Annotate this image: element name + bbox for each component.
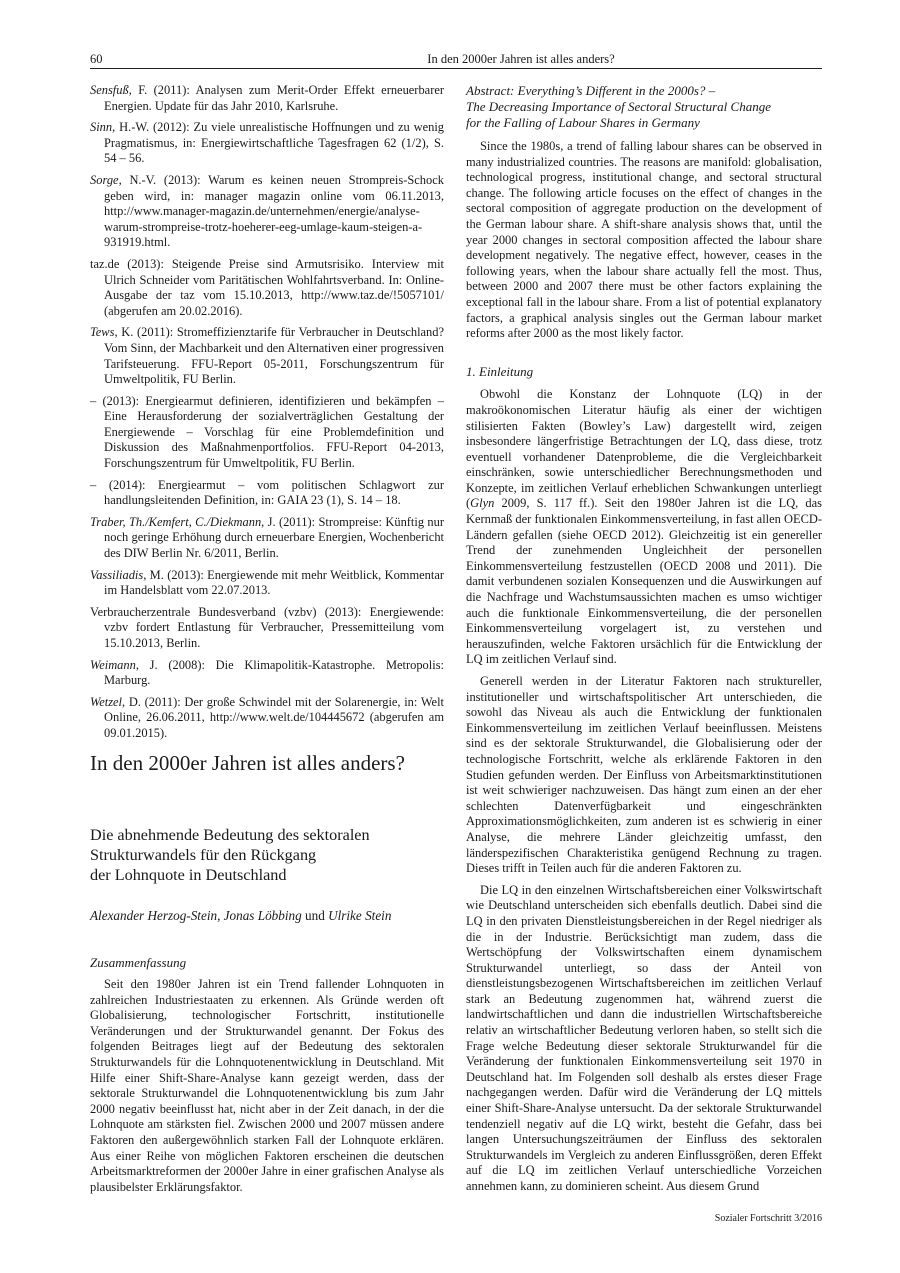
reference-text: taz.de (2013): Steigende Preise sind Armutsrisiko. Interview mit Ulrich Schneider vom Paritätischen Wohlfahrtsverband. In: Online-Ausgabe der taz vom 15.10.2013, http://www.taz.de/!5057101/ (abgerufen am 20.02.2016). — [90, 256, 444, 318]
reference-author: Traber, Th./Kemfert, C./Diekmann — [90, 514, 262, 529]
running-title: In den 2000er Jahren ist alles anders? — [427, 52, 615, 66]
reference-author: Tews — [90, 325, 115, 340]
subtitle-line: Strukturwandels für den Rückgang — [90, 845, 317, 864]
abstract-heading — [466, 83, 822, 131]
reference-entry — [90, 173, 444, 251]
journal-footer: Sozialer Fortschritt 3/2016 — [714, 1213, 822, 1224]
section-heading: 1. Einleitung — [466, 363, 534, 379]
reference-author: Weimann — [90, 657, 136, 672]
reference-entry — [90, 120, 444, 167]
paragraph — [466, 387, 822, 668]
author-name: Ulrike Stein — [328, 908, 392, 923]
reference-text: , J. (2008): Die Klimapolitik-Katastrophe. Metropolis: Marburg. — [104, 657, 444, 688]
summary-text: Seit den 1980er Jahren ist ein Trend fallender Lohnquoten in zahlreichen Industriestaaten zu erkennen. Als Gründe werden oft Globalisierung, technologischer Fortschritt, institutionelle Veränderungen und der Strukturwandel genannt. Der Fokus des folgenden Beitrages liegt auf der Bedeutung des sektoralen Strukturwandels für die Lohnquotenentwicklung in Deutschland. Mit Hilfe einer Shift-Share-Analyse kann gezeigt werden, dass der sektorale Strukturwandel die Lohnquotenentwicklung bis zum Jahr 2000 negativ beeinflusst hat, nicht aber in der Zeit danach, in der die Lohnquote am stärksten fiel. Zwischen 2000 und 2007 müssen andere Faktoren den außergewöhnlich starken Fall der Lohnquote erklären. Aus einer Reihe von möglichen Faktoren erscheinen die deutschen Arbeitsmarktreformen der 2000er Jahre in einer grafischen Analyse als plausibelster Erklärungsfaktor. — [90, 977, 444, 1194]
citation-author: Glyn — [470, 496, 495, 511]
reference-entry — [90, 695, 444, 742]
reference-entry — [90, 605, 444, 652]
reference-entry — [90, 515, 444, 562]
page-header — [90, 50, 822, 69]
reference-author: Wetzel — [90, 694, 123, 709]
reference-text: , K. (2011): Stromeffizienztarife für Verbraucher in Deutschland? Vom Sinn, der Machbarkeit und den Alternativen einer progressiven Tarifsteuerung. FFU-Report 05-2011, Forschungszentrum für Umweltpolitik, FU Berlin. — [104, 325, 444, 387]
reference-text: Verbraucherzentrale Bundesverband (vzbv) (2013): Energiewende: vzbv fordert Entlastung für Verbraucher, Pressemitteilung vom 15.10.2013, Berlin. — [90, 604, 444, 650]
reference-entry — [90, 568, 444, 599]
right-column — [466, 83, 822, 1201]
reference-text: , J. (2011): Strompreise: Künftig nur noch geringe Erhöhung durch erneuerbare Energien, Wochenbericht des DIW Berlin Nr. 6/2011, Berlin. — [104, 514, 444, 561]
paragraph-text: Obwohl die Konstanz der Lohnquote (LQ) in der makroökonomischen Literatur häufig als einer der wichtigen stilisierten Fakten (Bowley’s Law) dargestellt wird, zeigen insbesondere längerfristige Betrachtungen der LQ, dass diese, trotz eventuell vorhandener Datenprobleme, die die Vergleichbarkeit einschränken, sowie unterschiedlicher Berechnungsmethoden und Konzepte, im zeitlichen Verlauf erheblichen Schwankungen unterliegt ( — [466, 387, 822, 511]
reference-text: , H.-W. (2012): Zu viele unrealistische Hoffnungen und zu wenig Pragmatismus, in: Energiewirtschaftliche Tagesfragen 62 (1/2), S. 54 – 56. — [104, 120, 444, 166]
reference-text: , D. (2011): Der große Schwindel mit der Solarenergie, in: Welt Online, 26.06.2011, http://www.welt.de/104445672 (abgerufen am 09.01.2015). — [104, 694, 444, 740]
subtitle-line: Die abnehmende Bedeutung des sektoralen — [90, 826, 370, 844]
paragraph: Generell werden in der Literatur Faktoren nach struktureller, institutioneller und wirtschaftspolitischer Art unterschieden, die sowohl das Niveau als auch die Entwicklung der funktionalen Einkommensverteilung im zeitlichen Verlauf beeinflussen. Meistens sind es der sektorale Strukturwandel, die Globalisierung oder der technologische Fortschritt, welche als erklärende Faktoren in den Studien gefunden werden. Der Einfluss von Arbeitsmarktinstitutionen ist weit schwieriger nachzuweisen. Das hängt zum einen an der eher schlechten Datenverfügbarkeit und eingeschränkten Approximationsmöglichkeiten, zum anderen ist es schwierig in einer Analyse, die mehrere Länder gleichzeitig umfasst, den länderspezifischen Charakteristika genügend Rechnung zu tragen. Dieses trifft in Teilen auch für die anderen Faktoren zu. — [466, 674, 822, 876]
reference-entry — [90, 394, 444, 472]
reference-text: – (2014): Energiearmut – vom politischen Schlagwort zur handlungsleitenden Definition, in: GAIA 23 (1), S. 14 – 18. — [90, 477, 444, 508]
abstract-text: Since the 1980s, a trend of falling labour shares can be observed in many industrialized countries. The reasons are manifold: globalisation, technological progress, institutional change, and sectoral structural change. The following article focuses on the effect of changes in the sectoral composition of aggregate production on the development of the German labour share. A shift-share analysis shows that, until the year 2000 changes in sectoral composition affected the labour share development negatively. The negative effect, however, ceases in the following years, when the labour share actually fell the most. Thus, between 2000 and 2007 there must be other factors explaining the exceptional fall in the labour share. From a list of potential explanatory factors, a graphical analysis singles out the German labour market reforms after 2000 as the most likely factor. — [466, 139, 822, 341]
reference-entry — [90, 83, 444, 114]
reference-text: , N.-V. (2013): Warum es keinen neuen Strompreis-Schock geben wird, in: manager magazin online vom 06.11.2013, http://www.manager-magazin.de/unternehmen/energie/analyse-warum-strompreise-trotz-hoeherer-eeg-umlage-kaum-steigen-a-931919.html. — [104, 172, 444, 250]
article-title: In den 2000er Jahren ist alles anders? — [90, 751, 405, 775]
abstract-heading-line: Abstract: Everything’s Different in the 2000s? – — [466, 83, 716, 98]
reference-author: Sinn — [90, 120, 113, 135]
subtitle-line: der Lohnquote in Deutschland — [90, 865, 287, 884]
paragraph: Die LQ in den einzelnen Wirtschaftsbereichen einer Volkswirtschaft wie Deutschland unterscheiden sich ebenfalls deutlich. Dabei sind die LQ in den privaten Dienstleistungsbereichen in der Regel niedriger als die in der Industrie. Berücksichtigt man zudem, dass die Wertschöpfung der Volkswirtschaften einem dynamischem Strukturwandel unterliegt, so dass der Anteil von dienstleistungsbezogenen Wirtschaftsbereichen im zeitlichen Verlauf stark an Bedeutung zugenommen hat, während zuerst die landwirtschaftlichen und dann die industriellen Wirtschaftsbereiche relativ an wirtschaftlicher Bedeutung verloren haben, so stellt sich die Frage welche Bedeutung dieser sektorale Strukturwandel für die Veränderung der funktionalen Einkommensverteilung seit 1970 in Deutschland hat. Im Folgenden soll deshalb als erstes dieser Frage nachgegangen werden. Dafür wird die Veränderung der LQ mittels einer Shift-Share-Analyse untersucht. Da der sektorale Strukturwandel tendenziell negativ auf die LQ wirkt, besteht die Gefahr, dass bei langen Untersuchungszeiträumen der Einfluss des sektoralen Strukturwandels im Vergleich zu anderen Einflussgrößen, deren Effekt auf die LQ im zeitlichen Verlauf unterschiedliche Vorzeichen annehmen kann, zu dominieren scheint. Aus diesem Grund — [466, 882, 822, 1193]
reference-author: Sensfuß — [90, 83, 129, 97]
reference-text: – (2013): Energiearmut definieren, identifizieren und bekämpfen – Eine Herausforderung der sozialverträglichen Gestaltung der Energiewende – Vorschlag für eine Problemdefinition und Diskussion des Maßnahmenportfolios. FFU-Report 04-2013, Forschungszentrum für Umweltpolitik, FU Berlin. — [90, 393, 444, 471]
reference-author: Vassiliadis — [90, 567, 144, 582]
reference-author: Sorge — [90, 172, 119, 187]
abstract-heading-line: The Decreasing Importance of Sectoral Structural Change — [466, 99, 771, 114]
reference-entry — [90, 257, 444, 319]
reference-text: , M. (2013): Energiewende mit mehr Weitblick, Kommentar im Handelsblatt vom 22.07.2013. — [104, 567, 444, 598]
reference-list — [90, 83, 444, 748]
article-authors — [90, 908, 450, 924]
reference-text: , F. (2011): Analysen zum Merit-Order Effekt erneuerbarer Energien. Update für das Jahr 2010, Karlsruhe. — [104, 83, 444, 113]
abstract-heading-line: for the Falling of Labour Shares in Germany — [466, 115, 700, 130]
page-number: 60 — [90, 52, 103, 66]
article-subtitle — [90, 826, 450, 885]
author-conjunction: und — [301, 908, 329, 923]
reference-entry — [90, 325, 444, 387]
summary-heading: Zusammenfassung — [90, 955, 187, 970]
author-names: Alexander Herzog-Stein, Jonas Löbbing — [90, 908, 302, 923]
paragraph-text: 2009, S. 117 ff.). Seit den 1980er Jahren ist die LQ, das Kernmaß der funktionalen Einkommensverteilung, in fast allen OECD-Ländern gefallen (siehe OECD 2012). Gleichzeitig ist ein genereller Trend der zunehmenden Ungleichheit der personellen Einkommensverteilung festzustellen (OECD 2008 und 2011). Die damit verbundenen sozialen Konsequenzen und die Auswirkungen auf die Nachfrage und Wachstumsaussichten machen es umso wichtiger auch die funktionale Einkommensverteilung, die der personellen Einkommensverteilung vorgelagert ist, zu verstehen und herauszufinden, welche Faktoren ursächlich für die Entwicklung der LQ im zeitlichen Verlauf sind. — [466, 496, 822, 667]
reference-entry — [90, 658, 444, 689]
reference-entry — [90, 478, 444, 509]
